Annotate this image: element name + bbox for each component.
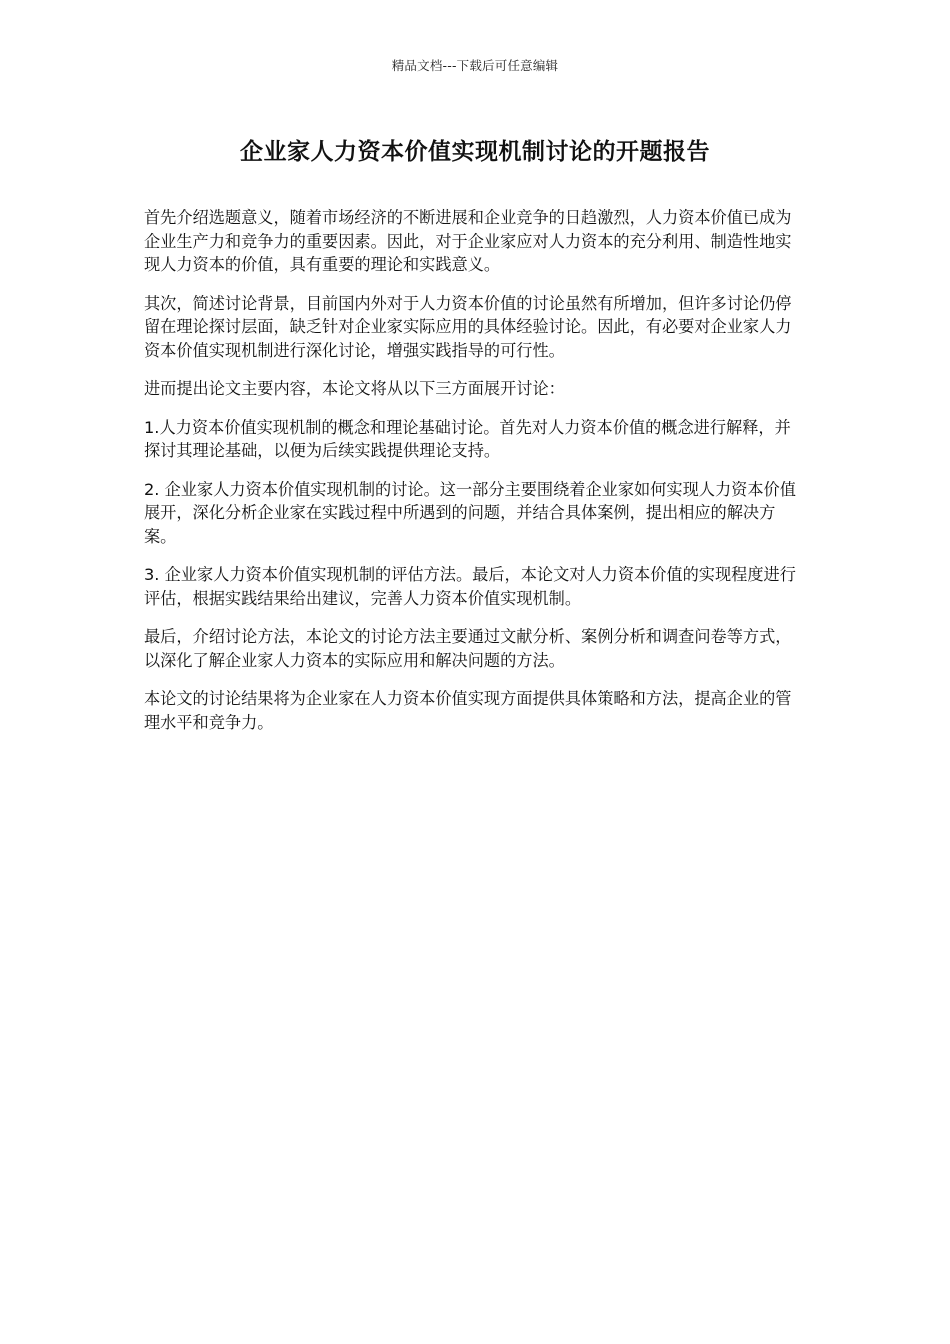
- paragraph-item-1: 1.人力资本价值实现机制的概念和理论基础讨论。首先对人力资本价值的概念进行解释，并探讨其理论基础，以便为后续实践提供理论支持。: [144, 417, 791, 460]
- document-body: [144, 206, 806, 749]
- paragraph-item-3: 3. 企业家人力资本价值实现机制的评估方法。最后，本论文对人力资本价值的实现程度进行评估，根据实践结果给出建议，完善人力资本价值实现机制。: [144, 565, 796, 608]
- header-note: 精品文档---下载后可任意编辑: [391, 58, 559, 73]
- paragraph-item-2: 2. 企业家人力资本价值实现机制的讨论。这一部分主要围绕着企业家如何实现人力资本价值展开，深化分析企业家在实践过程中所遇到的问题，并结合具体案例，提出相应的解决方案。: [144, 479, 796, 546]
- paragraph-methods: 最后，介绍讨论方法，本论文的讨论方法主要通过文献分析、案例分析和调查问卷等方式，以深化了解企业家人力资本的实际应用和解决问题的方法。: [144, 627, 792, 670]
- paragraph-significance: 首先介绍选题意义，随着市场经济的不断进展和企业竞争的日趋激烈，人力资本价值已成为企业生产力和竞争力的重要因素。因此，对于企业家应对人力资本的充分利用、制造性地实现人力资本的价值，具有重要的理论和实践意义。: [144, 208, 792, 274]
- paragraph-background: 其次，简述讨论背景，目前国内外对于人力资本价值的讨论虽然有所增加，但许多讨论仍停留在理论探讨层面，缺乏针对企业家实际应用的具体经验讨论。因此，有必要对企业家人力资本价值实现机制进行深化讨论，增强实践指导的可行性。: [144, 293, 792, 360]
- paragraph-results: 本论文的讨论结果将为企业家在人力资本价值实现方面提供具体策略和方法，提高企业的管理水平和竞争力。: [144, 689, 792, 732]
- paragraph-main-content: 进而提出论文主要内容，本论文将从以下三方面展开讨论：: [144, 379, 565, 398]
- document-title: 企业家人力资本价值实现机制讨论的开题报告: [240, 139, 710, 165]
